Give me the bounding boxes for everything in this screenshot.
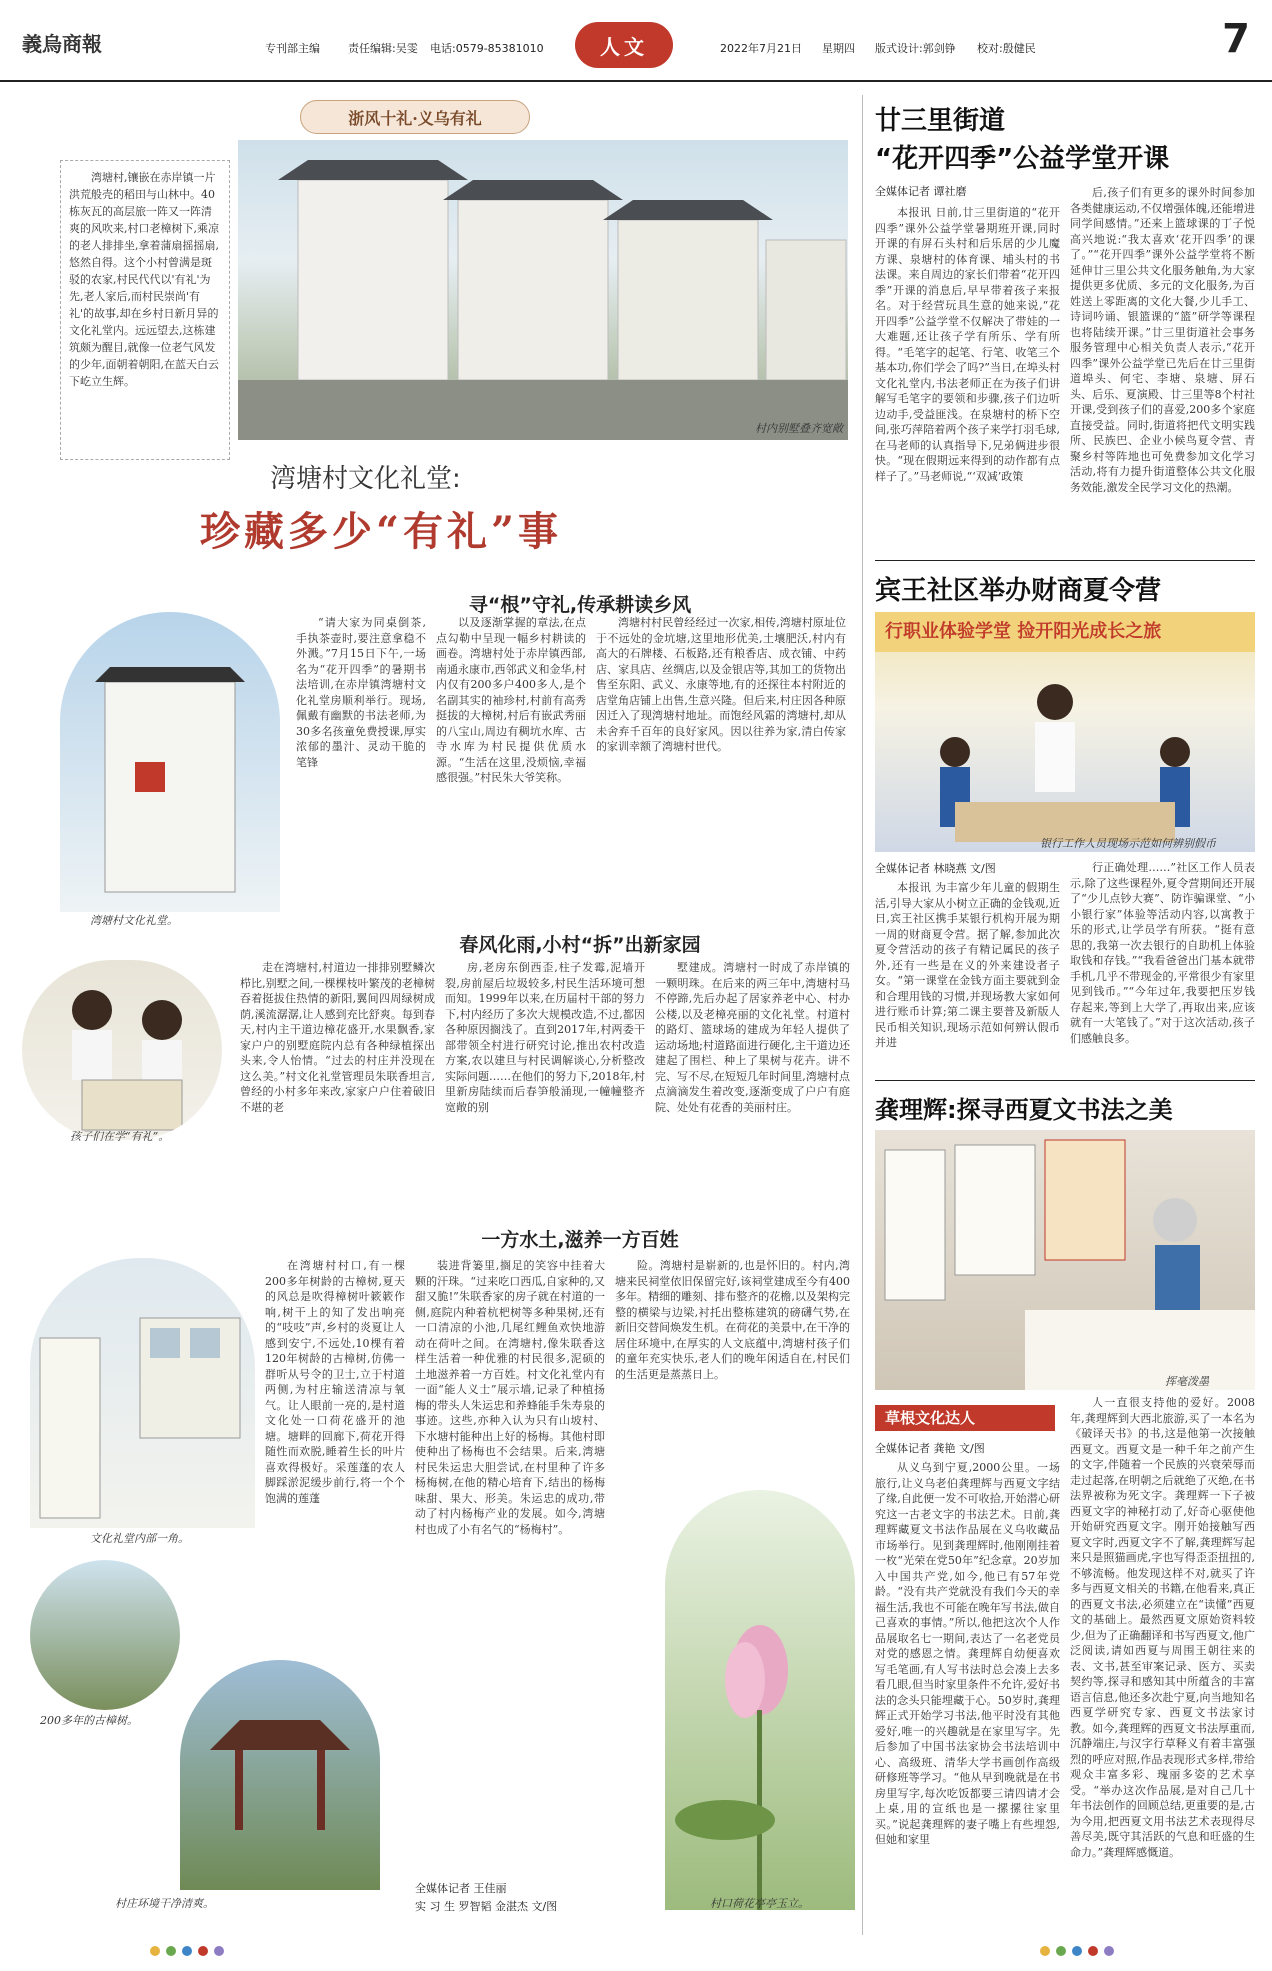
section1-caption: 湾塘村文化礼堂。	[90, 914, 178, 927]
section2-caption: 孩子们在学“有礼”。	[70, 1130, 170, 1143]
right1-col2: 后,孩子们有更多的课外时间参加各类健康运动,不仅增强体魄,还能增进同学间感情。”还来上篮球课的丁子悦高兴地说:“我太喜欢‘花开四季’的课了。”“花开四季”课外公益学堂将不断延伸廿三里公共文化服务触角,为大家提供更多优质、多元的文化服务,为百姓送上零距离的文化大餐,少儿手工、诗词吟诵、银篮课的“篮”研学等课程也将陆续开课。”廿三里街道社会事务服务管理中心相关负责人表示,“花开四季”课外公益学堂已先后在廿三里街道埠头、何宅、李塘、泉塘、屏石头、后乐、夏演殿、廿三里等8个村社开课,受到孩子们的喜爱,200多个家庭直接受益。同时,街道将把代文明实践所、民族巴、企业小候鸟夏令营、青聚乡村等阵地也可免费参加文化学习活动,将有力提升街道整体公共文化服务效能,激发全民学习文化的热潮。	[1070, 186, 1255, 494]
right2-title: 宾王社区举办财商夏令营	[875, 576, 1162, 606]
village-villas-photo	[238, 140, 848, 440]
right2-col2: 行正确处理……”社区工作人员表示,除了这些课程外,夏令营期间还开展了“少儿点钞大赛”、防诈骗课堂、“小小银行家”体验等活动内容,以寓教于乐的形式,让学员学有所获。“挺有意思的,我第一次去银行的自助机上体验取钱和存钱。”“我看爸爸出门基本就带手机,几乎不带现金的,平常很少有家里见到钱币。”“今年过年,我要把压岁钱存起来,等到上大学了,再取出来,应该就有一大笔钱了。”对于这次活动,孩子们感触良多。	[1070, 861, 1255, 1045]
series-banner: 浙风十礼·义乌有礼	[300, 100, 530, 134]
hall-interior-photo	[30, 1258, 255, 1528]
issue-date: 2022年7月21日	[720, 42, 802, 55]
section2-col3: 墅建成。湾塘村一时成了赤岸镇的一颗明珠。在后来的两三年中,湾塘村马不停蹄,先后办起了居家养老中心、村办公楼,以及老樟亮丽的文化礼堂。村道村的路灯、篮球场的建成为年轻人提供了运动场地;村道路面进行硬化,主干道边还建起了围栏、种上了果树与花卉。讲不完、写不尽,在短短几年时间里,湾塘村点点滴滴发生着改变,逐渐变成了户户有庭院、处处有花香的美丽村庄。	[655, 961, 850, 1114]
right3-tag: 草根文化达人	[875, 1405, 1055, 1431]
right3-title: 龚理辉:探寻西夏文书法之美	[875, 1096, 1173, 1124]
divider-1	[875, 560, 1255, 561]
section2-col2: 房,老房东倒西歪,柱子发霉,泥墙开裂,房前屋后垃圾较多,村民生活环境可想而知。1999年以来,在历届村干部的努力下,村内经历了多次大规模改造,不过,都因各种原因搁浅了。直到2017年,村两委干部带领全村进行研究讨论,推出农村改造方案,农以建旦与村民调解谈心,分析整改实际问题……在他们的努力下,2018年,村里新房陆续而后春笋般涌现,一幢幢整齐宽敞的别	[445, 961, 645, 1114]
section1-col2: 以及逐渐掌握的章法,在点点勾勒中呈现一幅乡村耕读的画卷。湾塘村处于赤岸镇西部,南通永康市,西邻武义和金华,村内仅有200多户400多人,是个名副其实的袖珍村,村前有高秀挺拔的大樟树,村后有嵌武秀丽的八宝山,周边有稠坑水库、古寺水库为村民提供优质水源。“生活在这里,没烦恼,幸福感很强。”村民朱大爷笑称。	[436, 616, 586, 784]
main-title-line1: 湾塘村文化礼堂:	[270, 464, 461, 494]
right3-byline: 全媒体记者 龚艳 文/图	[875, 1442, 985, 1455]
lotus-photo	[665, 1490, 855, 1910]
section3-col1: 在湾塘村村口,有一棵200多年树龄的古樟树,夏天的风总是吹得樟树叶簌簌作响,树干上的知了发出响亮的“吱吱”声,乡村的炎夏让人感到安宁,不远处,10棵有着120年树龄的古樟树,仿佛一群听从号令的卫士,立于村道两侧,为村庄输送清凉与氧气。让人眼前一亮的,是村道文化处一口荷花盛开的池塘。塘畔的回廊下,荷花开得随性而欢脱,睡着生长的叶片喜欢得极好。采莲蓬的农人脚踩淤泥缓步前行,将一个个饱满的莲蓬	[265, 1259, 405, 1505]
right2-caption: 银行工作人员现场示范如何辨别假币	[1040, 837, 1216, 850]
section3-col3: 险。湾塘村是崭新的,也是怀旧的。村内,湾塘来民祠堂依旧保留完好,该祠堂建成至今有400多年。精细的雕刻、排布整齐的花檐,以及架构完整的横梁与边梁,衬托出整栋建筑的磅礴气势,在新旧交替间焕发生机。在荷花的美景中,在干净的居住环境中,在厚实的人文底蕴中,湾塘村孩子们的童年充实快乐,老人们的晚年闲适自在,村民们的生活更是蒸蒸日上。	[615, 1259, 850, 1381]
page-header	[0, 0, 1272, 82]
children-playing-photo	[22, 960, 222, 1140]
section2-col1: 走在湾塘村,村道边一排排别墅鳞次栉比,别墅之间,一棵棵枝叶繁茂的老樟树吞着挺拔住热情的新阳,翼间四周绿树成荫,溪流潺潺,让人感到充比舒爽。每到春天,村内主干道边樟花盛开,水果飘香,家家户户的别墅庭院内总有各种绿植探出头来,令人怡情。“过去的村庄并没现在这么美。”村文化礼堂管理员朱联香坦言,曾经的小村多年来改,家家户户住着破旧不堪的老	[240, 961, 435, 1114]
section1-col1: “请大家为同桌倒茶,手执茶壶时,要注意拿稳不外溅。”7月15日下午,一场名为“花开四季”的暑期书法培训,在赤岸镇湾塘村文化礼堂房顺利举行。现场,佩戴有幽默的书法老师,为30多名孩童免费授课,厚实浓郁的墨汁、灵动干脆的笔锋	[296, 616, 426, 769]
section1-col3: 湾塘村村民曾经经过一次家,相传,湾塘村原址位于不远处的金坑塘,这里地形优美,土壤肥沃,村内有高大的石牌楼、石板路,还有粮香店、成衣铺、中药店、家具店、丝绸店,以及金银店等,其加工的货物出售至东阳、武义、永康等地,有的还探往本村附近的店堂角店铺上出售,生意兴隆。但后来,村庄因各种原因迁入了现湾塘村地址。而饱经风霜的湾塘村,却从未舍弃千百年的良好家风。因以往养为家,清白传家的家训幸额了湾塘村世代。	[596, 616, 846, 753]
footer-dots-right	[1040, 1945, 1120, 1959]
section3-byline1: 全媒体记者 王佳丽	[415, 1882, 507, 1895]
bank-camp-photo	[875, 612, 1255, 852]
right1-title1: 廿三里街道	[875, 106, 1006, 136]
section3-byline2: 实 习 生 罗智韬 金湛杰 文/图	[415, 1900, 558, 1913]
section-emblem	[575, 22, 673, 68]
divider-2	[875, 1080, 1255, 1081]
right1-byline: 全媒体记者 谭社磨	[875, 185, 967, 198]
right2-byline: 全媒体记者 林晓燕 文/图	[875, 862, 996, 875]
calligraphy-photo	[875, 1130, 1255, 1390]
section3-caption1: 文化礼堂内部一角。	[90, 1532, 189, 1545]
main-title-line2: 珍藏多少“有礼”事	[200, 508, 563, 555]
column-divider	[862, 95, 863, 1935]
right3-caption: 挥毫泼墨	[1165, 1375, 1209, 1388]
photo1-caption: 村内别墅叠齐宽敞	[755, 422, 843, 435]
proofreader: 校对:殷健民	[977, 42, 1036, 55]
culture-hall-photo	[60, 612, 280, 912]
section3-col2: 装进背篓里,搁足的笑容中挂着大颗的汗珠。“过来吃口西瓜,自家种的,又甜又脆!”朱联香家的房子就在村道的一侧,庭院内种着杭杷树等多种果树,还有一口清凉的小池,几尾红鲤鱼欢快地游动在荷叶之间。在湾塘村,像朱联香这样生活着一种优雅的村民很多,泥硕的土地滋养着一方百姓。村文化礼堂内有一面“能人义士”展示墙,记录了种植扬梅的带头人朱运忠和养蜂能手朱寿泉的事迹。这些,亦种入认为只有山坡村、下水塘村能种出上好的杨梅。其他村即使种出了杨梅也不会结果。后来,湾塘村民朱运忠大胆尝试,在村里种了许多杨梅树,在他的精心培育下,结出的杨梅味甜、果大、形美。朱运忠的成功,带动了村内杨梅产业的发展。如今,湾塘村也成了小有名气的“杨梅村”。	[415, 1259, 605, 1536]
issue-weekday: 星期四	[822, 42, 855, 55]
editor-name: 责任编辑:吴雯	[348, 42, 418, 55]
designer: 版式设计:郭剑铮	[875, 42, 956, 55]
masthead-logo: 義烏商報	[22, 32, 102, 56]
section2-heading: 春风化雨,小村“拆”出新家园	[459, 934, 701, 956]
page-number: 7	[1222, 16, 1250, 62]
right2-col1: 本报讯 为丰富少年儿童的假期生活,引导大家从小树立正确的金钱观,近日,宾王社区携手某银行机构开展为期一周的财商夏令营。据了解,参加此次夏令营活动的孩子有精记属民的孩子外,还有一些是在义的外来建设者子女。“第一课堂在金钱方面主要就到金和合理用钱的习惯,并现场教大家如何进行账币计算;第二课主要普及新版人民币相关知识,现场示范如何辨认假币并进	[875, 881, 1060, 1049]
pavilion-photo	[180, 1660, 380, 1890]
right3-col1: 从义乌到宁夏,2000公里。一场旅行,让义乌老伯龚理辉与西夏文字结了缘,自此便一发不可收拾,开始潜心研究这一古老文字的书法艺术。日前,龚理辉藏夏文书法作品展在义乌收藏品市场举行。见到龚理辉时,他刚刚挂着一枚“光荣在党50年”纪念章。20岁加入中国共产党,如今,他已有57年党龄。“没有共产党就没有我们今天的幸福生活,我也不可能在晚年写书法,做自己喜欢的事情。”所以,他把这次个人作品展取名七一期间,表达了一名老党员对党的感恩之情。龚理辉自幼便喜欢写毛笔画,有人写书法时总会凑上去多看几眼,但当时家里条件不允许,爱好书法的念头只能埋藏于心。50岁时,龚理辉正式开始学习书法,他平时没有其他爱好,唯一的兴趣就是在家里写字。先后参加了中国书法家协会书法培训中心、高级班、清华大学书画创作高级研修班等学习。“他从早到晚就是在书房里写字,每次吃饭都要三请四请才会上桌,用的宣纸也是一摞摞往家里买。”说起龚理辉的妻子嘴上有些埋怨,但她和家里	[875, 1461, 1060, 1846]
ancient-camphor-photo	[30, 1560, 180, 1710]
photo-banner: 行职业体验学堂 捡开阳光成长之旅	[875, 612, 1255, 652]
right1-col1: 本报讯 日前,廿三里街道的“花开四季”课外公益学堂暑期班开课,同时开课的有屏石头村和后乐居的少儿魔方课、泉塘村的体育课、埔头村的书法课。来自周边的家长们带着“花开四季”开课的消息后,早早带着孩子来报名。对于经营玩具生意的她来说,“花开四季”公益学堂不仅解决了带娃的一大难题,还让孩子学有所乐、学有所得。“毛笔字的起笔、行笔、收笔三个基本功,你们学会了吗?”当日,在埠头村文化礼堂内,书法老师正在为孩子们讲解写毛笔字的要领和步骤,孩子们边听边动手,受益匪浅。在泉塘村的桥下空间,张巧萍陪着两个孩子来学打羽毛球,在马老师的认真指导下,兄弟俩进步很快。“现在假期远来得到的动作都有点样子了。”马老师说,“‘双减’政策	[875, 206, 1060, 483]
section-name: 人文	[600, 34, 648, 59]
right1-title2: “花开四季”公益学堂开课	[875, 144, 1170, 174]
right3-col2: 人一直很支持他的爱好。2008年,龚理辉到大西北旅游,买了一本名为《破译天书》的书,这是他第一次接触西夏文。西夏文是一种千年之前产生的文字,伴随着一个民族的兴衰荣辱而走过起落,在明朝之后就绝了灭绝,在书法界被称为死文字。龚理辉一下子被西夏文字的神秘打动了,好奇心驱使他开始研究西夏文字。刚开始接触写西夏文字时,西夏文字不了解,龚理辉写起来只是照猫画虎,字也写得歪歪扭扭的,不够流畅。他发现这样不对,就买了许多与西夏文相关的书籍,在他看来,真正的西夏文书法,必须建立在“读懂”西夏文的基础上。最然西夏文原始资料较少,但为了正确翻译和书写西夏文,他广泛阅读,请如西夏与周围王朝往来的表、文书,甚至审案记录、医方、买卖契约等,探寻和感知其中所蕴含的丰富语言信息,他还多次赴宁夏,向当地知名西夏学研究专家、西夏文书法家讨教。如今,龚理辉的西夏文书法厚重而,沉静端庄,与汉字行草释义有着丰富强烈的呼应对照,作品表现形式多样,带给观众丰富多彩、瑰丽多姿的艺术享受。“举办这次作品展,是对自己几十年书法创作的回顾总结,更重要的是,古为今用,把西夏文用书法艺术表现得尽善尽美,既守其活跃的气息和旺盛的生命力。”龚理辉感慨道。	[1070, 1396, 1255, 1859]
section1-heading: 寻“根”守礼,传承耕读乡风	[468, 594, 692, 616]
section3-caption3: 村庄环境干净清爽。	[115, 1897, 214, 1910]
section3-heading: 一方水土,滋养一方百姓	[481, 1229, 679, 1251]
footer-dots-left	[150, 1945, 230, 1959]
section3-caption4: 村口荷花亭亭玉立。	[710, 1897, 809, 1910]
phone-number: 电话:0579-85381010	[430, 42, 544, 55]
intro-box: 湾塘村,镶嵌在赤岸镇一片洪荒般壳的稻田与山林中。40栋灰瓦的高层旅一阵又一阵清爽的风吹来,村口老樟树下,乘凉的老人排排坐,拿着蒲扇摇摇扇,悠然自得。这个小村曾满是斑驳的农家,村民代代以'有礼'为先,老人家后,而村民崇尚'有礼'的故事,却在乡村日新月异的文化礼堂内。远远望去,这栋建筑颇为醒目,就像一位老气风发的少年,面朝着朝阳,在蓝天白云下屹立生辉。	[60, 160, 230, 460]
editor-label: 专刊部主编	[265, 42, 320, 55]
section3-caption2: 200多年的古樟树。	[40, 1714, 138, 1727]
